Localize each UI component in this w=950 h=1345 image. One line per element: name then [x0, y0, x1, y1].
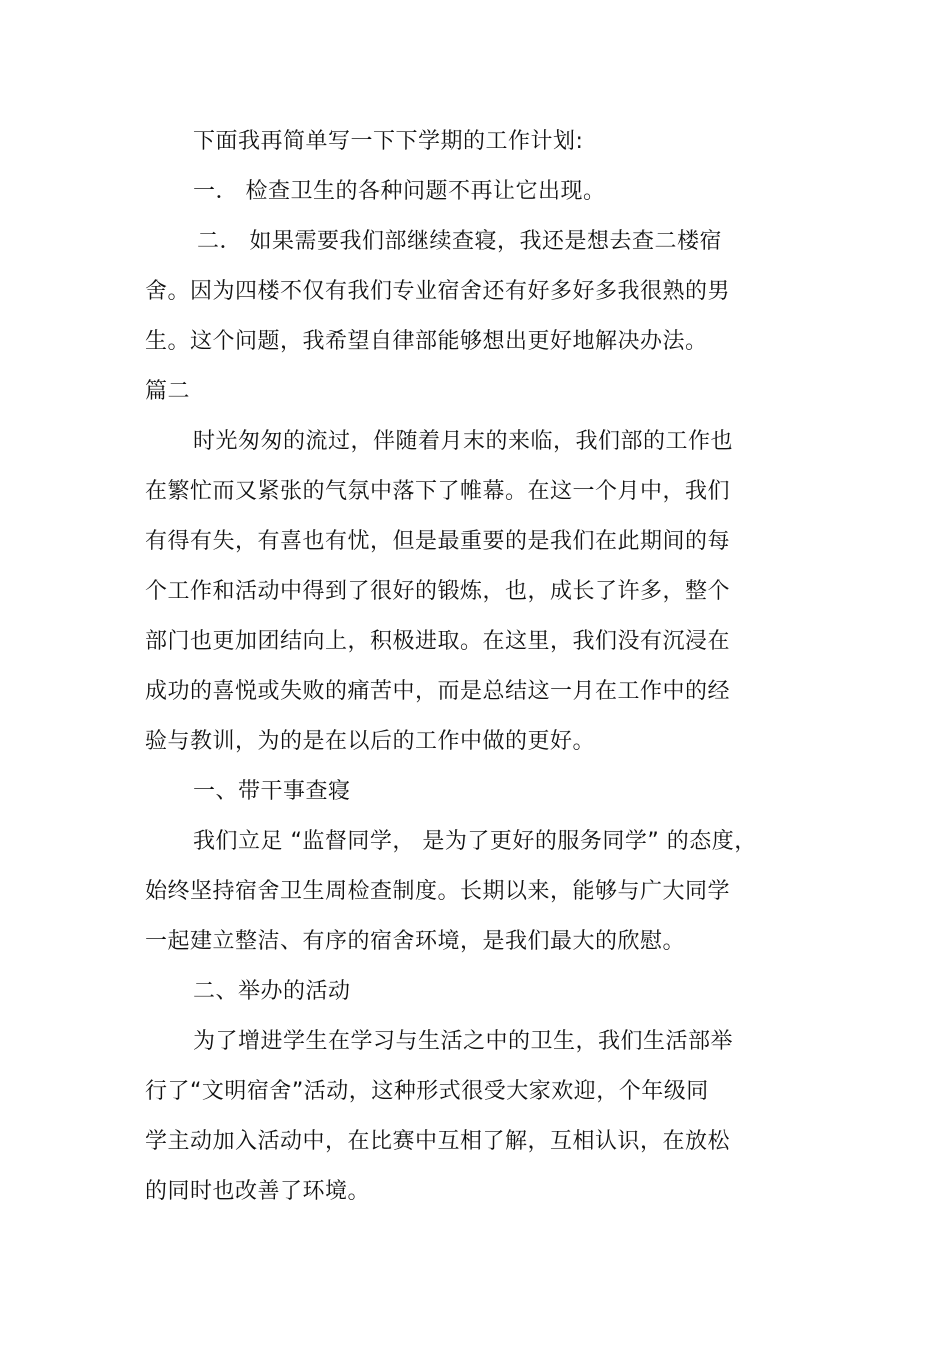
plan-item-2: 二． 如果需要我们部继续查寝，我还是想去查二楼宿	[197, 229, 722, 254]
paragraph-line: 时光匆匆的流过，伴随着月末的来临，我们部的工作也	[193, 429, 734, 454]
subsection-heading: 二、举办的活动	[193, 979, 351, 1004]
paragraph-line: 生。这个问题，我希望自律部能够想出更好地解决办法。	[145, 329, 708, 354]
paragraph-line: 始终坚持宿舍卫生周检查制度。长期以来，能够与广大同学	[145, 879, 731, 904]
plan-item-1: 一． 检查卫生的各种问题不再让它出现。	[193, 179, 606, 204]
section-heading: 篇二	[145, 379, 191, 404]
paragraph-line: 舍。因为四楼不仅有我们专业宿舍还有好多好多我很熟的男	[145, 279, 731, 304]
paragraph-line: 的同时也改善了环境。	[145, 1179, 371, 1204]
paragraph-line: 为了增进学生在学习与生活之中的卫生，我们生活部举	[193, 1029, 734, 1054]
paragraph-line: 成功的喜悦或失败的痛苦中，而是总结这一月在工作中的经	[145, 679, 731, 704]
paragraph-line: 一起建立整洁、有序的宿舍环境，是我们最大的欣慰。	[145, 929, 686, 954]
paragraph-line: 我们立足 “监督同学， 是为了更好的服务同学” 的态度，	[193, 829, 757, 854]
paragraph-line: 验与教训，为的是在以后的工作中做的更好。	[145, 729, 596, 754]
paragraph-line: 下面我再简单写一下下学期的工作计划:	[193, 129, 584, 154]
paragraph-line: 部门也更加团结向上，积极进取。在这里，我们没有沉浸在	[145, 629, 731, 654]
paragraph-line: 学主动加入活动中，在比赛中互相了解，互相认识，在放松	[145, 1129, 731, 1154]
paragraph-line: 个工作和活动中得到了很好的锻炼，也，成长了许多，整个	[145, 579, 731, 604]
paragraph-line: 行了“文明宿舍”活动，这种形式很受大家欢迎，个年级同	[145, 1079, 709, 1104]
subsection-heading: 一、带干事查寝	[193, 779, 351, 804]
paragraph-line: 在繁忙而又紧张的气氛中落下了帷幕。在这一个月中，我们	[145, 479, 731, 504]
paragraph-line: 有得有失，有喜也有忧，但是最重要的是我们在此期间的每	[145, 529, 731, 554]
